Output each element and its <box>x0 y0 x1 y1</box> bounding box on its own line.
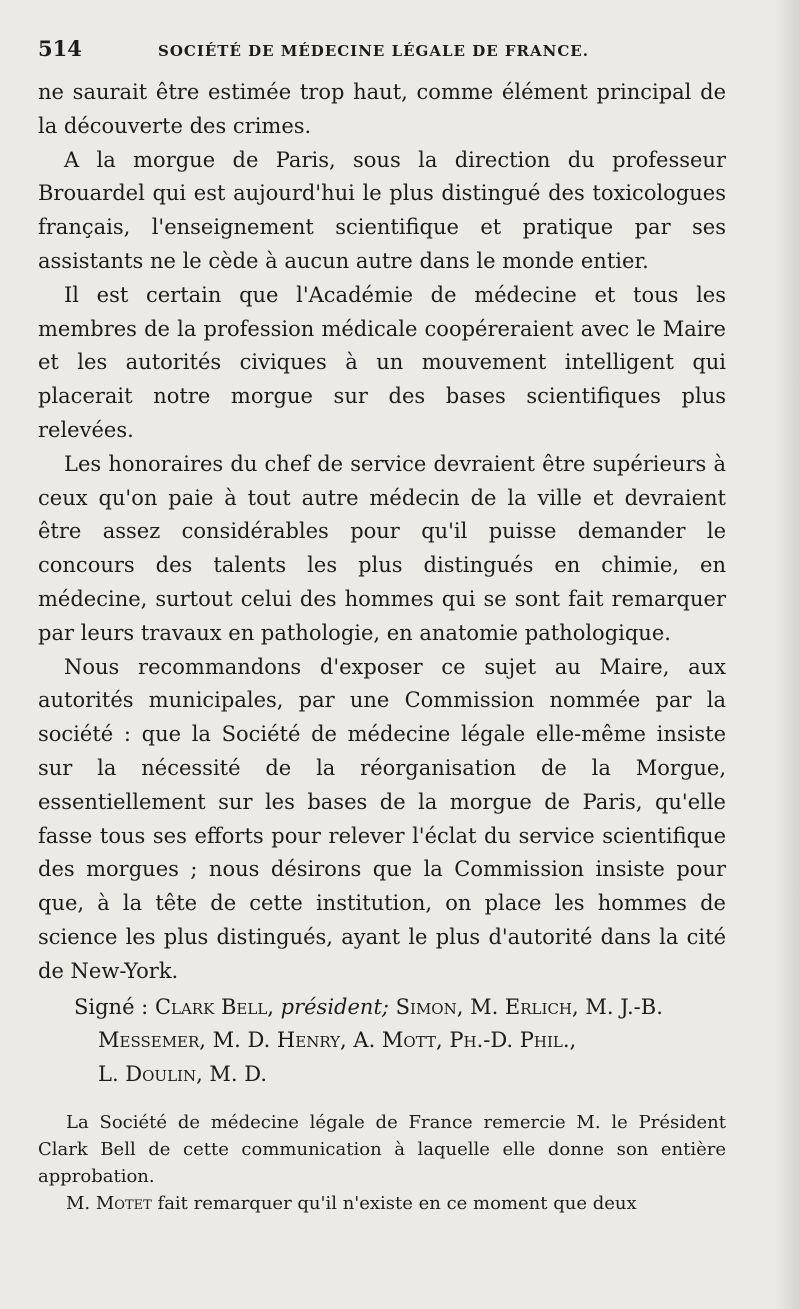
paragraph: Il est certain que l'Académie de médecine et tous les membres de la profession médicale coopéreraient avec le Maire et les autorités civiques à un mouvement intelligent qui placerait notre morgue sur des bases scientifiques plus relevées. <box>38 282 726 442</box>
paragraph: A la morgue de Paris, sous la direction du professeur Brouardel qui est aujourd'hui le plus distingué des toxicologues français, l'enseignement scientifique et pratique par ses assistants ne le cède à aucun autre dans le monde entier. <box>38 147 726 273</box>
meeting-minutes <box>38 1109 726 1217</box>
page-edge-shadow <box>774 0 800 1309</box>
signature-line: L. Doulin, M. D. <box>98 1061 268 1086</box>
signatory-names: Simon, M. Erlich, M. J.-B. <box>395 994 663 1019</box>
paragraph: Les honoraires du chef de service devraient être supérieurs à ceux qu'on paie à tout autre médecin de la ville et devraient être assez considérables pour qu'il puisse demander le concours des talents les plus distingués en chimie, en médecine, surtout celui des hommes qui se sont fait remarquer par leurs travaux en pathologie, en anatomie pathologique. <box>38 451 726 645</box>
signature-block <box>38 991 726 1092</box>
signature-line: Messemer, M. D. Henry, A. Mott, Ph.-D. Phil., <box>98 1028 577 1053</box>
signature-line <box>74 991 726 1025</box>
page-number: 514 <box>38 36 82 61</box>
speaker-name: M. Motet <box>66 1193 152 1215</box>
signatory-title: président; <box>280 994 389 1019</box>
remark-text: fait remarquer qu'il n'existe en ce moment que deux <box>157 1193 637 1215</box>
signatory-name: Clark Bell, <box>154 994 274 1019</box>
running-header <box>38 36 726 72</box>
article-body <box>38 76 726 989</box>
paragraph: Nous recommandons d'exposer ce sujet au Maire, aux autorités municipales, par une Commission nommée par la société : que la Société de médecine légale elle-même insiste sur la nécessité de la réorganisation de la Morgue, essentiellement sur les bases de la morgue de Paris, qu'elle fasse tous ses efforts pour relever l'éclat du service scientifique des morgues ; nous désirons que la Commission insiste pour que, à la tête de cette institution, on place les hommes de science les plus distingués, ayant le plus d'autorité dans la cité de New-York. <box>38 654 726 983</box>
remark-paragraph <box>38 1190 726 1217</box>
running-title: SOCIÉTÉ DE MÉDECINE LÉGALE DE FRANCE. <box>158 42 589 60</box>
signature-label: Signé : <box>74 994 149 1019</box>
paragraph: ne saurait être estimée trop haut, comme élément principal de la découverte des crimes. <box>38 80 726 138</box>
approval-paragraph: La Société de médecine légale de France remercie M. le Président Clark Bell de cette communication à laquelle elle donne son entière approbation. <box>38 1112 726 1188</box>
